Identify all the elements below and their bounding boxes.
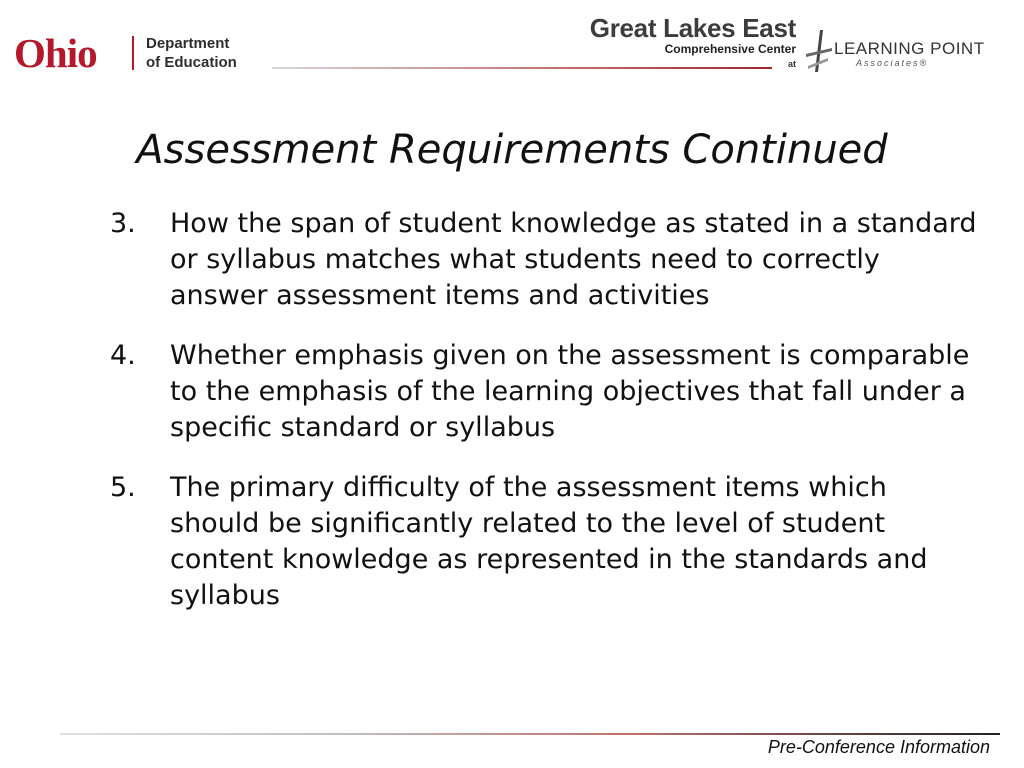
requirements-list — [110, 206, 980, 638]
list-item-text: The primary difficulty of the assessment items which should be significantly related to the level of student content knowledge as represented in the standards and syllabus — [170, 472, 928, 611]
list-item-number: 4. — [110, 340, 136, 371]
ohio-logo-separator — [132, 36, 134, 70]
ohio-logo-dept-line2: of Education — [146, 54, 237, 71]
list-item-number: 5. — [110, 472, 136, 503]
learning-point-associates-logo — [804, 28, 1004, 76]
learning-point-mark-icon — [804, 28, 834, 74]
gle-title: Great Lakes East — [589, 13, 796, 43]
footer-label: Pre-Conference Information — [767, 737, 990, 757]
lpa-name: LEARNING POINT — [834, 39, 985, 58]
list-item — [110, 338, 980, 446]
ohio-logo-wordmark: Ohio — [14, 30, 97, 76]
list-item-number: 3. — [110, 208, 136, 239]
lpa-subtitle: Associates® — [856, 58, 929, 68]
ohio-logo-department-text — [146, 34, 237, 72]
ohio-logo-dept-line1: Department — [146, 35, 230, 52]
gle-subtitle: Comprehensive Center — [664, 42, 796, 56]
slide-title: Assessment Requirements Continued — [136, 127, 888, 173]
list-item-text: Whether emphasis given on the assessment is comparable to the emphasis of the learning objectives that fall under a specific standard or syllabus — [170, 340, 970, 443]
gle-at-label: at — [788, 59, 797, 69]
list-item-text: How the span of student knowledge as stated in a standard or syllabus matches what students need to correctly answer assessment items and activities — [170, 208, 977, 311]
great-lakes-east-logo — [540, 14, 796, 56]
ohio-department-of-education-logo — [14, 32, 264, 74]
list-item — [110, 470, 980, 614]
header-divider — [272, 67, 772, 69]
list-item — [110, 206, 980, 314]
